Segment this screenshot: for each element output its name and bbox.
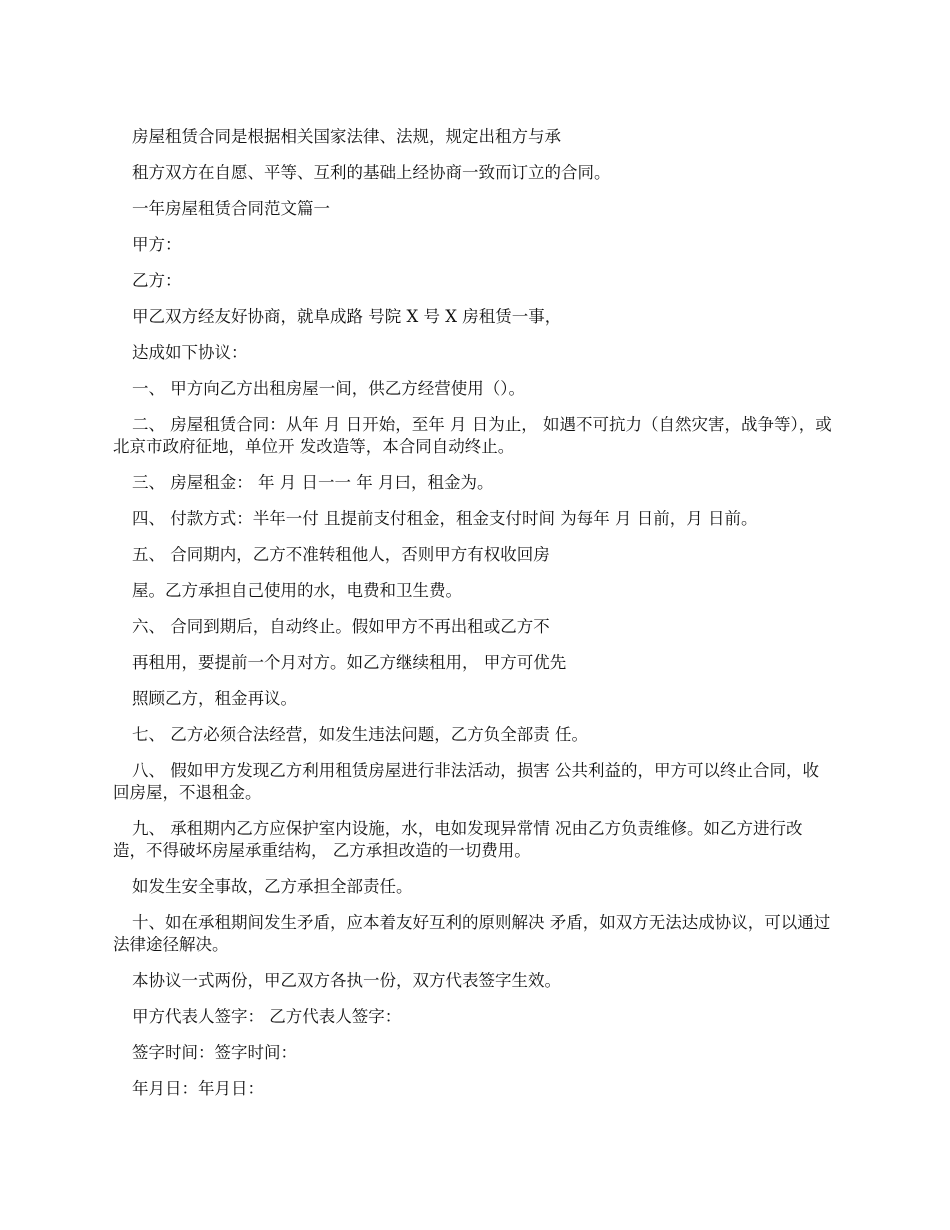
safety-liability-line: 如发生安全事故，乙方承担全部责任。 <box>132 877 413 896</box>
signature-line: 甲方代表人签字： 乙方代表人签字： <box>132 1007 402 1026</box>
clause-2: 二、 房屋租赁合同：从年 月 日开始，至年 月 日为止， 如遇不可抗力（自然灾害，战争等），或北京市政府征地，单位开 发改造等，本合同自动终止。 <box>113 415 832 456</box>
clause-10: 十、如在承租期间发生矛盾，应本着友好互利的原则解决 矛盾，如双方无法达成协议，可以通过法律途径解决。 <box>113 913 831 954</box>
clause-5-line-2: 屋。乙方承担自己使用的水，电费和卫生费。 <box>132 581 462 600</box>
clause-5-line-1: 五、 合同期内，乙方不准转租他人，否则甲方有权收回房 <box>132 545 550 564</box>
clause-6-line-1: 六、 合同到期后，自动终止。假如甲方不再出租或乙方不 <box>132 617 550 636</box>
intro-paragraph-line-1: 房屋租赁合同是根据相关国家法律、法规，规定出租方与承 <box>132 127 561 146</box>
preamble-line-2: 达成如下协议： <box>132 343 248 362</box>
clause-9: 九、 承租期内乙方应保护室内设施，水，电如发现异常情 况由乙方负责维修。如乙方进行改造，不得破坏房屋承重结构， 乙方承担改造的一切费用。 <box>113 819 803 860</box>
clause-7: 七、 乙方必须合法经营，如发生违法问题，乙方负全部责 任。 <box>132 725 588 744</box>
clause-8: 八、 假如甲方发现乙方利用租赁房屋进行非法活动，损害 公共利益的，甲方可以终止合同，收回房屋，不退租金。 <box>113 761 819 802</box>
intro-paragraph-line-2: 租方双方在自愿、平等、互利的基础上经协商一致而订立的合同。 <box>132 163 611 182</box>
party-b-line: 乙方： <box>132 271 182 290</box>
preamble-line-1: 甲乙双方经友好协商，就阜成路 号院 X 号 X 房租赁一事， <box>132 307 562 326</box>
clause-4: 四、 付款方式：半年一付 且提前支付租金，租金支付时间 为每年 月 日前，月 日前。 <box>132 509 758 528</box>
copies-statement: 本协议一式两份，甲乙双方各执一份，双方代表签字生效。 <box>132 971 561 990</box>
clause-1: 一、 甲方向乙方出租房屋一间，供乙方经营使用（）。 <box>132 379 525 398</box>
clause-3: 三、 房屋租金： 年 月 日一一 年 月曰，租金为。 <box>132 473 494 492</box>
signing-time-line: 签字时间：签字时间： <box>132 1043 297 1062</box>
section-heading: 一年房屋租赁合同范文篇一 <box>132 199 330 218</box>
clause-6-line-2: 再租用，要提前一个月对方。如乙方继续租用， 甲方可优先 <box>132 653 567 672</box>
party-a-line: 甲方： <box>132 235 182 254</box>
date-line: 年月日：年月日： <box>132 1079 264 1098</box>
clause-6-line-3: 照顾乙方，租金再议。 <box>132 689 297 708</box>
